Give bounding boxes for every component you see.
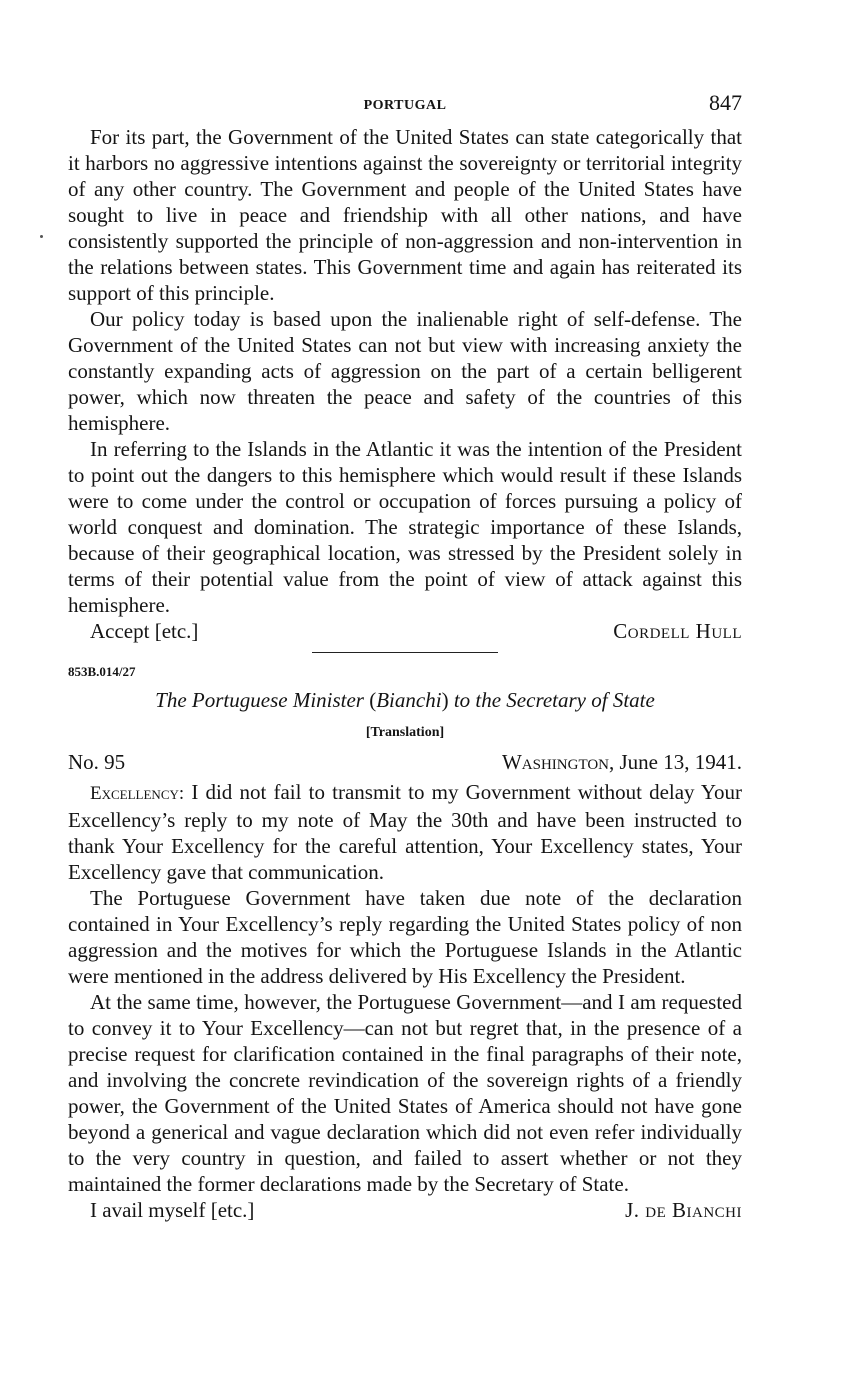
paren: ) (441, 688, 449, 712)
document-page (68, 88, 742, 1223)
paragraph: Our policy today is based upon the inalienable right of self-defense. The Government of the United States can not but view with increasing anxiety the constantly expanding acts of aggression on the part of a certain belligerent power, which now threaten the peace and safety of the countries of this hemisphere. (68, 307, 742, 435)
paragraph: At the same time, however, the Portuguese Government—and I am requested to convey it to Your Excellency—can not but regret that, in the presence of a precise request for clarification contained in the final paragraphs of their note, and involving the concrete revindication of the sovereign rights of a friendly power, the Government of the United States of America should not have gone beyond a generical and vague declaration which did not even refer individually to the very country in question, and failed to assert whether or not they maintained the former declarations made by the Secretary of State. (68, 990, 742, 1196)
document-title (68, 687, 742, 713)
date: , June 13, 1941. (609, 750, 742, 774)
page-number: 847 (709, 90, 742, 115)
document-number: No. 95 (68, 750, 126, 774)
signature: Cordell Hull (613, 619, 742, 643)
running-title: PORTUGAL (363, 98, 447, 113)
section-divider (312, 652, 498, 653)
place: Washington (501, 750, 609, 774)
running-head (68, 88, 742, 124)
paragraph: For its part, the Government of the United States can state categorically that it harbors no aggressive intentions against the sovereignty or territorial integrity of any other country. The Government and people of the United States have sought to live in peace and friendship with all other nations, and have consistently supported the principle of non-aggression and non-intervention in the relations between states. This Government time and again has reiterated its support of this principle. (68, 125, 742, 305)
place-date (502, 749, 742, 775)
paren: ( (369, 688, 377, 712)
letter-hull (68, 124, 742, 644)
closing: I avail myself [etc.] (90, 1198, 255, 1222)
title-name: Bianchi (376, 688, 442, 712)
salutation: Excellency: (90, 783, 185, 804)
signoff (68, 1197, 742, 1223)
margin-mark (40, 235, 43, 238)
closing: Accept [etc.] (90, 619, 199, 643)
paragraph: In referring to the Islands in the Atlantic it was the intention of the President to point out the dangers to this hemisphere which would result if these Islands were to come under the control or occupation of forces pursuing a policy of world conquest and domination. The strategic importance of these Islands, because of their geographical location, was stressed by the President solely in terms of their potential value from the point of view of attack against this hemisphere. (68, 437, 742, 617)
paragraph: The Portuguese Government have taken due note of the declaration contained in Your Excellency’s reply regarding the United States policy of non aggression and the motives for which the Portuguese Islands in the Atlantic were mentioned in the address delivered by His Excellency the President. (68, 886, 742, 988)
signature: J. de Bianchi (625, 1198, 742, 1222)
title-part: to the Secretary of State (453, 688, 655, 712)
title-part: The Portuguese Minister (155, 688, 364, 712)
dateline (68, 749, 742, 775)
paragraph-text: I did not fail to transmit to my Government without delay Your Excellency’s reply to my note of May the 30th and have been instructed to thank Your Excellency for the careful attention, Your Excellency states, Your Excellency gave that communication. (68, 780, 742, 884)
letter-bianchi (68, 663, 742, 1223)
paragraph (68, 779, 742, 885)
translation-note: [Translation] (365, 725, 445, 740)
signoff (68, 618, 742, 644)
file-number: 853B.014/27 (68, 664, 136, 679)
